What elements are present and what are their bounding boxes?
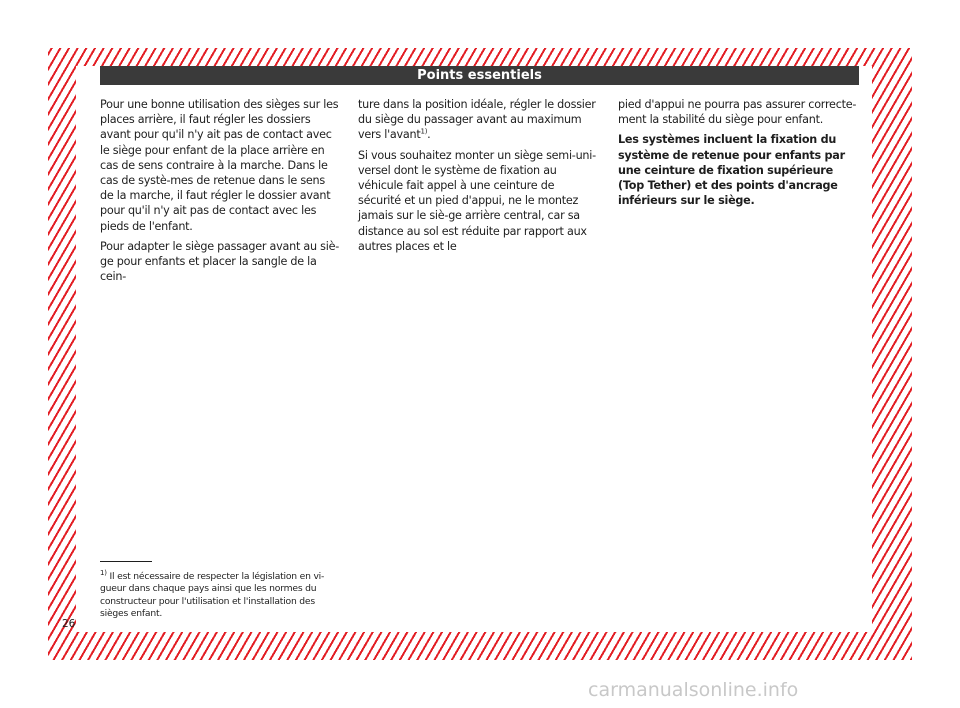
text-column-1 <box>100 97 340 289</box>
footnote-divider <box>100 561 152 562</box>
footnote-marker: 1) <box>100 568 107 577</box>
text-column-3 <box>618 97 858 213</box>
paragraph: pied d'appui ne pourra pas assurer correcte-ment la stabilité du siège pour enfant. <box>618 98 857 127</box>
paragraph-end: . <box>427 128 431 142</box>
paragraph: Pour adapter le siège passager avant au siè-ge pour enfants et placer la sangle de la cein- <box>100 239 340 284</box>
section-header: Points essentiels <box>100 66 859 85</box>
paragraph-text: ture dans la position idéale, régler le dossier du siège du passager avant au maximum vers l'avant <box>358 98 596 142</box>
footnote <box>100 568 340 621</box>
paragraph <box>358 97 598 143</box>
text-column-2 <box>358 97 598 259</box>
watermark: carmanualsonline.info <box>588 679 799 701</box>
page-number: 26 <box>62 618 76 630</box>
bold-paragraph: Les systèmes incluent la fixation du système de retenue pour enfants par une ceinture de fixation supérieure (Top Tether) et des points d'ancrage inférieurs sur le siège. <box>618 133 845 208</box>
paragraph: Pour une bonne utilisation des sièges sur les places arrière, il faut régler les dossiers avant pour qu'il n'y ait pas de contact avec le siège pour enfant de la place arrière en cas de sens contraire à la marche. Dans le cas de systè-mes de retenue dans le sens de la marche, il faut régler le dossier avant pour qu'il n'y ait pas de contact avec les pieds de l'enfant. <box>100 98 339 233</box>
footnote-ref: 1) <box>420 127 428 136</box>
paragraph: Si vous souhaitez monter un siège semi-uni-versel dont le système de fixation au véhicule fait appel à une ceinture de sécurité et un pied d'appui, ne le montez jamais sur le siè-ge arrière central, car sa distance au sol est réduite par rapport aux autres places et le <box>358 148 596 253</box>
footnote-text: Il est nécessaire de respecter la législation en vi-gueur dans chaque pays ainsi que les normes du constructeur pour l'utilisation et l'installation des sièges enfant. <box>100 571 325 620</box>
